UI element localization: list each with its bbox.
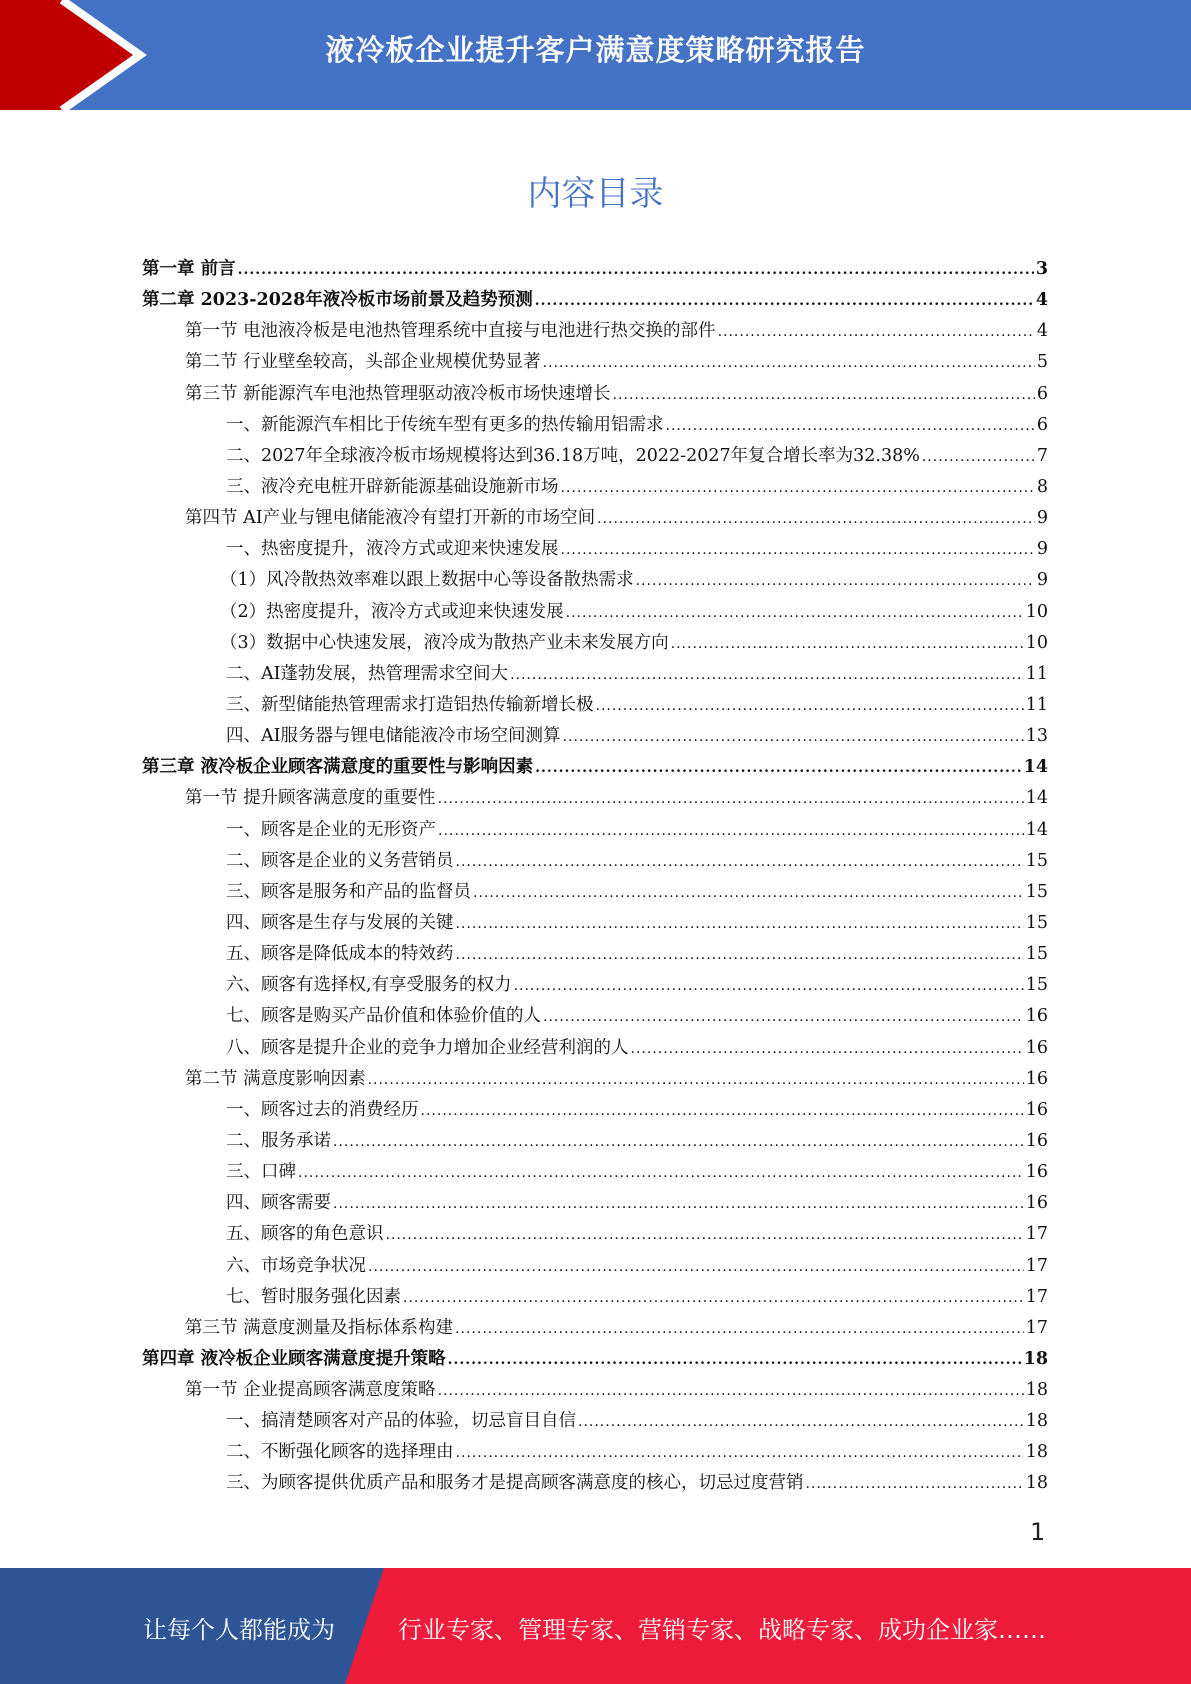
toc-entry-title: 一、新能源汽车相比于传统车型有更多的热传输用铝需求 bbox=[226, 414, 664, 435]
toc-entry[interactable] bbox=[142, 347, 1048, 378]
toc-entry[interactable] bbox=[142, 659, 1048, 690]
toc-entry-page: 18 bbox=[1025, 1473, 1048, 1494]
toc-entry[interactable] bbox=[142, 1282, 1048, 1313]
toc-entry[interactable] bbox=[142, 939, 1048, 970]
toc-dot-leader bbox=[613, 380, 1035, 410]
toc-entry[interactable] bbox=[142, 846, 1048, 877]
toc-entry-title: 四、AI服务器与锂电储能液冷市场空间测算 bbox=[226, 726, 561, 747]
toc-entry-page: 10 bbox=[1025, 601, 1048, 622]
toc-dot-leader bbox=[718, 317, 1035, 347]
toc-entry-page: 16 bbox=[1025, 1130, 1048, 1151]
toc-entry-page: 16 bbox=[1025, 1037, 1048, 1058]
toc-dot-leader bbox=[671, 629, 1024, 659]
toc-entry-page: 7 bbox=[1036, 445, 1048, 466]
toc-entry[interactable] bbox=[142, 783, 1048, 814]
toc-entry-title: 第一节 企业提高顾客满意度策略 bbox=[185, 1380, 436, 1401]
toc-entry-page: 15 bbox=[1025, 975, 1048, 996]
toc-entry-title: 七、顾客是购买产品价值和体验价值的人 bbox=[226, 1006, 541, 1027]
toc-entry-page: 6 bbox=[1036, 383, 1048, 404]
toc-entry[interactable] bbox=[142, 1375, 1048, 1406]
toc-entry-page: 16 bbox=[1025, 1006, 1048, 1027]
toc-entry-page: 4 bbox=[1036, 321, 1048, 342]
toc-dot-leader bbox=[566, 598, 1024, 628]
toc-dot-leader bbox=[561, 535, 1035, 565]
toc-title: 内容目录 bbox=[527, 174, 664, 214]
toc-entry-title: 二、2027年全球液冷板市场规模将达到36.18万吨，2022-2027年复合增长率为32.38% bbox=[226, 445, 920, 466]
toc-entry[interactable] bbox=[142, 254, 1048, 285]
report-title: 液冷板企业提升客户满意度策略研究报告 bbox=[325, 33, 866, 67]
toc-entry[interactable] bbox=[142, 1126, 1048, 1157]
toc-entry-title: （2）热密度提升，液冷方式或迎来快速发展 bbox=[220, 601, 564, 622]
toc-entry-page: 8 bbox=[1036, 476, 1048, 497]
toc-dot-leader bbox=[456, 940, 1024, 970]
toc-entry-page: 16 bbox=[1025, 1162, 1048, 1183]
footer-slogan-left: 让每个人都能成为 bbox=[143, 1616, 335, 1644]
toc-entry-title: 二、AI蓬勃发展，热管理需求空间大 bbox=[226, 663, 509, 684]
toc-entry-title: 第一节 电池液冷板是电池热管理系统中直接与电池进行热交换的部件 bbox=[185, 321, 716, 342]
toc-entry-page: 5 bbox=[1036, 352, 1048, 373]
toc-entry-title: 二、顾客是企业的义务营销员 bbox=[226, 850, 454, 871]
toc-entry-title: 第二章 2023-2028年液冷板市场前景及趋势预测 bbox=[142, 290, 533, 311]
toc-entry-title: 八、顾客是提升企业的竞争力增加企业经营利润的人 bbox=[226, 1037, 629, 1058]
toc-dot-leader bbox=[368, 1065, 1024, 1095]
toc-dot-leader bbox=[473, 878, 1024, 908]
page-number: 1 bbox=[1030, 1518, 1046, 1546]
toc-entry-page: 17 bbox=[1025, 1286, 1048, 1307]
toc-entry-page: 18 bbox=[1025, 1380, 1048, 1401]
toc-entry-title: 三、口碑 bbox=[226, 1162, 296, 1183]
toc-entry-title: 第一章 前言 bbox=[142, 259, 236, 279]
toc-dot-leader bbox=[666, 411, 1035, 441]
toc-entry-title: 二、服务承诺 bbox=[226, 1130, 331, 1151]
toc-entry-page: 4 bbox=[1035, 290, 1048, 311]
toc-entry-title: 五、顾客是降低成本的特效药 bbox=[226, 944, 454, 965]
toc-entry-title: （3）数据中心快速发展，液冷成为散热产业未来发展方向 bbox=[220, 632, 669, 653]
toc-dot-leader bbox=[438, 784, 1024, 814]
toc-dot-leader bbox=[922, 442, 1035, 472]
toc-entry-page: 9 bbox=[1036, 539, 1048, 560]
toc-entry[interactable] bbox=[142, 752, 1048, 783]
toc-entry-title: 第一节 提升顾客满意度的重要性 bbox=[185, 788, 436, 809]
toc-entry-page: 18 bbox=[1025, 1411, 1048, 1432]
toc-dot-leader bbox=[438, 816, 1024, 846]
toc-dot-leader bbox=[535, 753, 1022, 783]
toc-entry-title: 三、液冷充电桩开辟新能源基础设施新市场 bbox=[226, 476, 559, 497]
toc-entry[interactable] bbox=[142, 1157, 1048, 1188]
toc-entry[interactable] bbox=[142, 690, 1048, 721]
toc-entry[interactable] bbox=[142, 1001, 1048, 1032]
toc-entry-title: 第四章 液冷板企业顾客满意度提升策略 bbox=[142, 1348, 446, 1369]
table-of-contents bbox=[142, 254, 1048, 1500]
toc-entry[interactable] bbox=[142, 1344, 1048, 1375]
toc-entry[interactable] bbox=[142, 1406, 1048, 1437]
toc-dot-leader bbox=[514, 971, 1024, 1001]
toc-entry-title: 六、市场竞争状况 bbox=[226, 1255, 366, 1276]
toc-entry-page: 17 bbox=[1025, 1255, 1048, 1276]
toc-entry-title: 一、顾客是企业的无形资产 bbox=[226, 819, 436, 840]
toc-entry-title: 四、顾客是生存与发展的关键 bbox=[226, 912, 454, 933]
toc-entry-title: 七、暂时服务强化因素 bbox=[226, 1286, 401, 1307]
toc-dot-leader bbox=[421, 1096, 1024, 1126]
toc-dot-leader bbox=[298, 1158, 1024, 1188]
toc-entry-title: 一、热密度提升，液冷方式或迎来快速发展 bbox=[226, 539, 559, 560]
toc-entry-page: 14 bbox=[1025, 819, 1048, 840]
toc-entry[interactable] bbox=[142, 1468, 1048, 1499]
toc-dot-leader bbox=[561, 473, 1035, 503]
toc-entry[interactable] bbox=[142, 565, 1048, 596]
toc-entry-page: 15 bbox=[1025, 850, 1048, 871]
toc-entry[interactable] bbox=[142, 472, 1048, 503]
toc-entry-title: 四、顾客需要 bbox=[226, 1193, 331, 1214]
toc-entry[interactable] bbox=[142, 1095, 1048, 1126]
toc-dot-leader bbox=[543, 1002, 1024, 1032]
toc-entry-page: 13 bbox=[1025, 726, 1048, 747]
toc-entry-page: 17 bbox=[1025, 1317, 1048, 1338]
toc-entry[interactable] bbox=[142, 410, 1048, 441]
toc-dot-leader bbox=[368, 1252, 1024, 1282]
toc-entry-page: 16 bbox=[1025, 1068, 1048, 1089]
toc-entry-title: 第三章 液冷板企业顾客满意度的重要性与影响因素 bbox=[142, 757, 534, 778]
toc-entry[interactable] bbox=[142, 1033, 1048, 1064]
toc-entry-page: 17 bbox=[1025, 1224, 1048, 1245]
toc-dot-leader bbox=[543, 348, 1035, 378]
toc-entry-page: 11 bbox=[1025, 694, 1048, 715]
toc-entry-page: 3 bbox=[1035, 259, 1048, 279]
toc-entry[interactable] bbox=[142, 970, 1048, 1001]
toc-dot-leader bbox=[438, 1376, 1024, 1406]
toc-dot-leader bbox=[455, 1314, 1024, 1344]
toc-dot-leader bbox=[386, 1220, 1024, 1250]
toc-entry[interactable] bbox=[142, 441, 1048, 472]
toc-entry[interactable] bbox=[142, 877, 1048, 908]
toc-entry-title: 二、不断强化顾客的选择理由 bbox=[226, 1442, 454, 1463]
toc-entry[interactable] bbox=[142, 534, 1048, 565]
toc-dot-leader bbox=[597, 504, 1035, 534]
toc-dot-leader bbox=[631, 1034, 1024, 1064]
toc-entry-page: 14 bbox=[1023, 757, 1048, 778]
toc-dot-leader bbox=[510, 660, 1024, 690]
toc-entry-title: 第二节 满意度影响因素 bbox=[185, 1068, 366, 1089]
toc-entry-title: （1）风冷散热效率难以跟上数据中心等设备散热需求 bbox=[220, 570, 634, 591]
toc-entry-page: 9 bbox=[1036, 508, 1048, 529]
toc-entry-page: 18 bbox=[1025, 1442, 1048, 1463]
toc-entry[interactable] bbox=[142, 1313, 1048, 1344]
toc-dot-leader bbox=[456, 847, 1024, 877]
toc-entry[interactable] bbox=[142, 1064, 1048, 1095]
toc-dot-leader bbox=[563, 722, 1024, 752]
toc-entry[interactable] bbox=[142, 815, 1048, 846]
report-footer bbox=[0, 1568, 1191, 1684]
toc-entry-page: 18 bbox=[1023, 1348, 1048, 1369]
toc-entry-page: 6 bbox=[1036, 414, 1048, 435]
toc-entry-page: 9 bbox=[1036, 570, 1048, 591]
report-header bbox=[0, 0, 1191, 110]
toc-entry[interactable] bbox=[142, 379, 1048, 410]
toc-dot-leader bbox=[535, 286, 1034, 316]
toc-entry[interactable] bbox=[142, 285, 1048, 316]
toc-entry-page: 16 bbox=[1025, 1099, 1048, 1120]
toc-entry[interactable] bbox=[142, 1188, 1048, 1219]
toc-dot-leader bbox=[333, 1127, 1024, 1157]
toc-dot-leader bbox=[578, 1407, 1024, 1437]
toc-entry[interactable] bbox=[142, 908, 1048, 939]
toc-entry-title: 第三节 新能源汽车电池热管理驱动液冷板市场快速增长 bbox=[185, 383, 611, 404]
toc-entry[interactable] bbox=[142, 1219, 1048, 1250]
toc-entry-page: 14 bbox=[1025, 788, 1048, 809]
toc-entry[interactable] bbox=[142, 1437, 1048, 1468]
toc-entry-page: 15 bbox=[1025, 944, 1048, 965]
toc-dot-leader bbox=[806, 1469, 1024, 1499]
toc-dot-leader bbox=[333, 1189, 1024, 1219]
toc-entry-title: 五、顾客的角色意识 bbox=[226, 1224, 384, 1245]
toc-entry-page: 10 bbox=[1025, 632, 1048, 653]
toc-entry-page: 15 bbox=[1025, 912, 1048, 933]
toc-entry[interactable] bbox=[142, 316, 1048, 347]
toc-entry-title: 第二节 行业壁垒较高，头部企业规模优势显著 bbox=[185, 352, 541, 373]
toc-entry-title: 第四节 AI产业与锂电储能液冷有望打开新的市场空间 bbox=[185, 508, 596, 529]
toc-entry-title: 六、顾客有选择权,有享受服务的权力 bbox=[226, 975, 512, 996]
toc-entry[interactable] bbox=[142, 721, 1048, 752]
toc-entry[interactable] bbox=[142, 503, 1048, 534]
toc-dot-leader bbox=[456, 909, 1024, 939]
toc-entry-page: 15 bbox=[1025, 881, 1048, 902]
toc-entry[interactable] bbox=[142, 597, 1048, 628]
footer-slogan-right: 行业专家、管理专家、营销专家、战略专家、成功企业家…… bbox=[398, 1616, 1046, 1644]
toc-dot-leader bbox=[456, 1438, 1024, 1468]
toc-entry-title: 三、新型储能热管理需求打造铝热传输新增长极 bbox=[226, 694, 594, 715]
toc-entry-page: 16 bbox=[1025, 1193, 1048, 1214]
toc-entry-title: 第三节 满意度测量及指标体系构建 bbox=[185, 1317, 454, 1338]
toc-entry-title: 三、顾客是服务和产品的监督员 bbox=[226, 881, 471, 902]
toc-entry[interactable] bbox=[142, 628, 1048, 659]
toc-entry-title: 一、顾客过去的消费经历 bbox=[226, 1099, 419, 1120]
toc-dot-leader bbox=[448, 1345, 1022, 1375]
toc-entry-page: 11 bbox=[1025, 663, 1048, 684]
toc-dot-leader bbox=[403, 1283, 1024, 1313]
toc-dot-leader bbox=[596, 691, 1024, 721]
toc-entry[interactable] bbox=[142, 1251, 1048, 1282]
toc-dot-leader bbox=[238, 255, 1034, 285]
toc-dot-leader bbox=[636, 566, 1035, 596]
toc-entry-title: 三、为顾客提供优质产品和服务才是提高顾客满意度的核心，切忌过度营销 bbox=[226, 1473, 804, 1494]
toc-entry-title: 一、搞清楚顾客对产品的体验，切忌盲目自信 bbox=[226, 1411, 576, 1432]
